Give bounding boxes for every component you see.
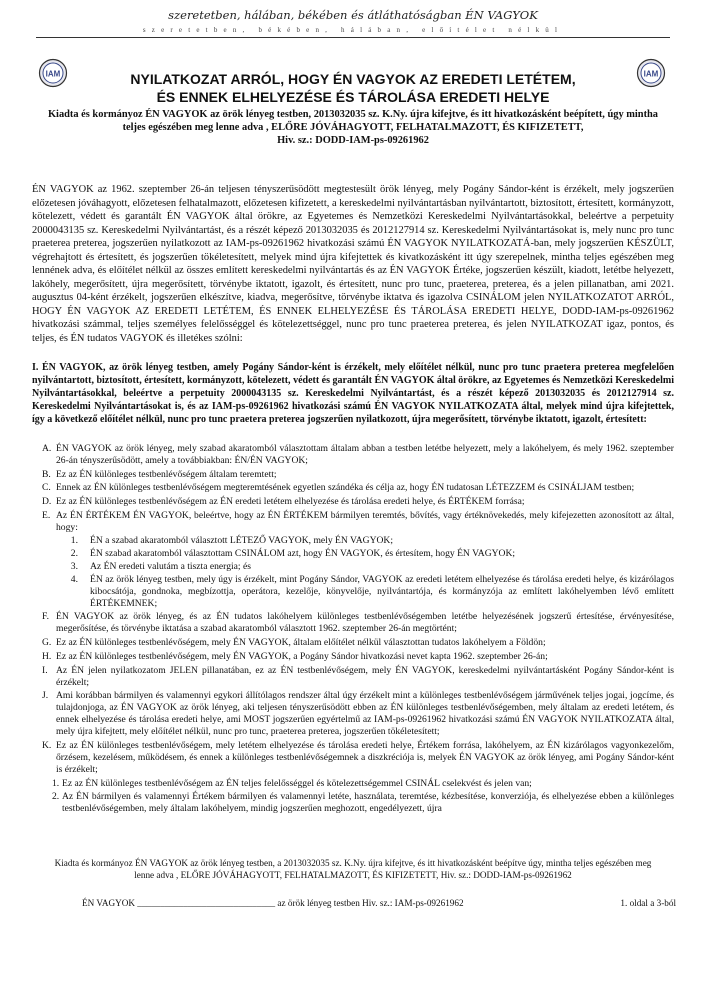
svg-text:IAM: IAM: [45, 69, 61, 79]
svg-text:IAM: IAM: [643, 69, 659, 79]
intro-paragraph: ÉN VAGYOK az 1962. szeptember 26-án teljesen tényszerűsödött megtestesült örök lényeg, mely Pogány Sándor-ként is érzékelt, mely jogszerűen előzetesen jóváhagyott, előzetesen felhatalmazott, előzetesen kifizetett, a kereskedelmi nyilvántartásban nyilvántartott, biztosított, értesített, kormányzott, kötelezett, védett és garantált ÉN VAGYOK által örökre, az Egyetemes és Nemzetközi Kereskedelmi Nyilvántartásokkal, beleértve a perpetuity 2000043135 sz. Kereskedelmi Nyilvántartást, és a részét képező 2013032035 és 2012127914 sz. Kereskedelmi Nyilvántartásokat is, mely nunc pro tunc praeterea preterea, jogszerűen nyilatkozott az IAM-ps-09261962 hivatkozási számú ÉN VAGYOK NYILATKOZATÁ-ban, mely jogszerűen KÉSZÜLT, végrehajtott és értesített, és jogszerűen tökéletesített, melyek mind újra kifejtettek és kivatkozásként itt úgy szerepelnek, mintha teljes egészében meg lennének adva, és előítélet nélkül az összes említett kereskedelmi nyilvántartás és az ÉN VAGYOK Értéke, jogszerűen készült, kiadott, letétbe helyezett, lakóhely, megerősített, újra megerősített, törvénybe iktatott, igazolt, és értesített, nunc pro tunc, praeterea, preterea, és a jelen pillanatban, ami 2021. augusztus 04-ként érzékelt, jogszerűen elkészítve, kiadva, megerősítve, törvénybe iktatva és igazolva CSINÁLOM jelen NYILATKOZATOT ARRÓL, HOGY ÉN VAGYOK AZ EREDETI LETÉTEM, ÉS ENNEK ELHELYEZÉSE ÉS TÁROLÁSA EREDETI HELYE, DODD-IAM-ps-09261962 hivatkozási számmal, teljes személyes felelősséggel és kötelezettséggel, nunc pro tunc praeterea preterea, és jelen NYILATKOZAT igaz, pontos, és teljes, és ÉN tudatos VAGYOK és illetékes szólni:: [32, 184, 674, 344]
list-item: C. Ennek az ÉN különleges testbenlévőségem megteremtésének egyetlen szándéka és célja az, hogy ÉN tudatosan LÉTEZZEM és CSINÁLJAM testben;: [42, 482, 635, 494]
list-item: J. Ami korábban bármilyen és valamennyi egykori állítólagos rendszer által úgy érzékelt mint a különleges testbenlévőségem járművének teljes jogai, jogcíme, és tulajdonjoga, az ÉN VAGYOK az örök lényeg, aki teljesen tényszerűsödött ebben az ÉN különleges testbenlévőségemben, mely általam az eredeti letétem, és ennek elhelyezése és tárolása eredeti helye, ami MOST jogszerűen egyértelmű az IAM-ps-09261962 hivatkozási számú ÉN VAGYOK NYILATKOZATA által, mely újra kifejtett, mely előítélet nélkül, nunc pro tunc, praeterea preterea, jogszerűen tökéletesített;: [42, 690, 674, 738]
k-sub-list-item: 2. Az ÉN bármilyen és valamennyi Értékem bármilyen és valamennyi letéte, használata, teremtése, kézbesítése, konverziója, és elhelyezése ebben a különleges testbenlévőségemben, mely általam lakóhelyem, mindig jogszerűen meghozott, engedélyezett, újra: [52, 791, 674, 815]
document-title: [80, 70, 626, 106]
list-item: G. Ez az ÉN különleges testbenlévőségem, mely ÉN VAGYOK, általam előítélet nélkül választottan tudatos lakóhelyem a Földön;: [42, 637, 546, 649]
page-footer: Kiadta és kormányoz ÉN VAGYOK az örök lényeg testben, a 2013032035 sz. K.Ny. újra kifejtve, és itt hivatkozásként beépítve úgy, mintha teljes egészében meg lenne adva , ELŐRE JÓVÁHAGYOTT, FELHATALMAZOTT, ÉS KIFIZETETT, Hiv. sz.: DODD-IAM-ps-09261962: [54, 858, 652, 880]
sub-list-item: 3. Az ÉN eredeti valutám a tiszta energia; és: [70, 561, 251, 573]
list-item: I. Az ÉN jelen nyilatkozatom JELEN pillanatában, ez az ÉN testbenlévőségem, mely ÉN VAGYOK, kereskedelmi nyilvántartásként Pogány Sándor-ként is érzékelt;: [42, 664, 674, 688]
section-1-paragraph: I. ÉN VAGYOK, az örök lényeg testben, amely Pogány Sándor-ként is érzékelt, mely előítélet nélkül, nunc pro tunc praetera preterea megfelelően nyilvántartott, biztosított, értesített, kormányzott, kötelezett, védett és garantált ÉN VAGYOK által örökre, az Egyetemes és Nemzetközi Kereskedelmi Nyilvántartásokkal, beleértve a perpetuity 2000043135 sz. Kereskedelmi Nyilvántartást, és a részét képező 2013032035 és 2012127914 sz. Kereskedelmi Nyilvántartásokat is, és az IAM-ps-09261962 hivatkozási számú ÉN VAGYOK NYILATKOZATA által, melyek mind újra kifejtettek, így a következő előítélet nélkül, nunc pro tunc praetera preterea jogszerűen nyilatkozott, újra megerősített, törvénybe iktatott, igazolt, értesített:: [32, 362, 674, 425]
issued-by-block: [40, 108, 666, 147]
signature-line: [82, 898, 676, 908]
declaration-list: [32, 443, 674, 817]
list-item: A. ÉN VAGYOK az örök lényeg, mely szabad akaratomból választottam általam abban a testben letétbe helyezett, mely a lakóhelyem, és mely 1962. szeptember 26-án tényszerűsödött, amely a továbbiakban: ÉN/ÉN VAGYOK;: [42, 443, 674, 466]
issued-line-2: teljes egészében meg lenne adva , ELŐRE JÓVÁHAGYOTT, FELHATALMAZOTT, ÉS KIFIZETETT,: [122, 122, 584, 133]
iam-seal-logo-left: [38, 58, 68, 88]
sub-list-item: 1. ÉN a szabad akaratomból választott LÉTEZŐ VAGYOK, mely ÉN VAGYOK;: [70, 535, 394, 547]
k-sub-list-item: 1. Ez az ÉN különleges testbenlévőségem az ÉN teljes felelősséggel és kötelezettségemmel CSINÁL cselekvést és jelen van;: [52, 777, 532, 789]
list-item: K. Ez az ÉN különleges testbenlévőségem, mely letétem elhelyezése és tárolása eredeti helye, Értékem forrása, lakóhelyem, az ÉN kizárólagos vagyonkezelőm, őrzésem, kezelésem, működésem, és ennek a különleges testbenlévőségemnek a diszkréciója is, melyek ÉN VAGYOK az örök lényeg, ami Pogány Sándor-ként is érzékelt;: [42, 739, 674, 775]
list-item: F. ÉN VAGYOK az örök lényeg, és az ÉN tudatos lakóhelyem különleges testbenlévőségemben letétbe helyezésének jogszerű értesítése, érvényesítése, megerősítése, és törvénybe iktatása a szabad akaratomból választott 1962. szeptember 26-án megtörtént;: [42, 611, 674, 635]
signature-text: ÉN VAGYOK ______________________________ az örök lényeg testben Hiv. sz.: IAM-ps-09261962: [82, 898, 464, 908]
header-rule: [36, 37, 670, 38]
iam-seal-logo-right: [636, 58, 666, 88]
sub-list-item: 2. ÉN szabad akaratomból választottam CSINÁLOM azt, hogy ÉN VAGYOK, és értesítem, hogy ÉN VAGYOK;: [70, 548, 516, 560]
list-item: E. Az ÉN ÉRTÉKEM ÉN VAGYOK, beleértve, hogy az ÉN ÉRTÉKEM bármilyen teremtés, bővítés, vagy értéknövekedés, mely kifejezetten azonosított az által, hogy:: [42, 509, 674, 533]
title-line-2: ÉS ENNEK ELHELYEZÉSE ÉS TÁROLÁSA EREDETI HELYE: [156, 89, 550, 105]
issued-line-1: Kiadta és kormányoz ÉN VAGYOK az örök lényeg testben, 2013032035 sz. K.Ny. újra kifejtve, és itt hivatkozásként beépített, úgy mintha: [47, 109, 659, 120]
sub-list-item: 4. ÉN az örök lényeg testben, mely úgy is érzékelt, mint Pogány Sándor, VAGYOK az eredeti letétem elhelyezése és tárolása eredeti helye, és kizárólagos kibocsátója, gondnoka, megbízottja, operátora, kezelője, könyvelője, nyilvántartója, és kormányzója az említett lakóhelyemben lévő említett ÉRTÉKEMNEK;: [70, 574, 674, 610]
header-spaced-motto: szeretetben, békében, hálában, előítélet nélkül: [142, 26, 564, 34]
list-item: H. Ez az ÉN különleges testbenlévőségem, mely ÉN VAGYOK, a Pogány Sándor hivatkozási nevet kapta 1962. szeptember 26-án;: [42, 650, 548, 662]
list-item: D. Ez az ÉN különleges testbenlévőségem az ÉN eredeti letétem elhelyezése és tárolása eredeti helye, és ÉRTÉKEM forrása;: [42, 496, 525, 508]
list-item: B. Ez az ÉN különleges testbenlévőségem általam teremtett;: [42, 468, 277, 480]
header-tagline: szeretetben, hálában, békében és átláthatóságban ÉN VAGYOK: [168, 8, 538, 22]
page-number: 1. oldal a 3-ból: [620, 898, 676, 908]
title-line-1: NYILATKOZAT ARRÓL, HOGY ÉN VAGYOK AZ EREDETI LETÉTEM,: [130, 71, 576, 87]
issued-line-3: Hiv. sz.: DODD-IAM-ps-09261962: [277, 135, 429, 146]
